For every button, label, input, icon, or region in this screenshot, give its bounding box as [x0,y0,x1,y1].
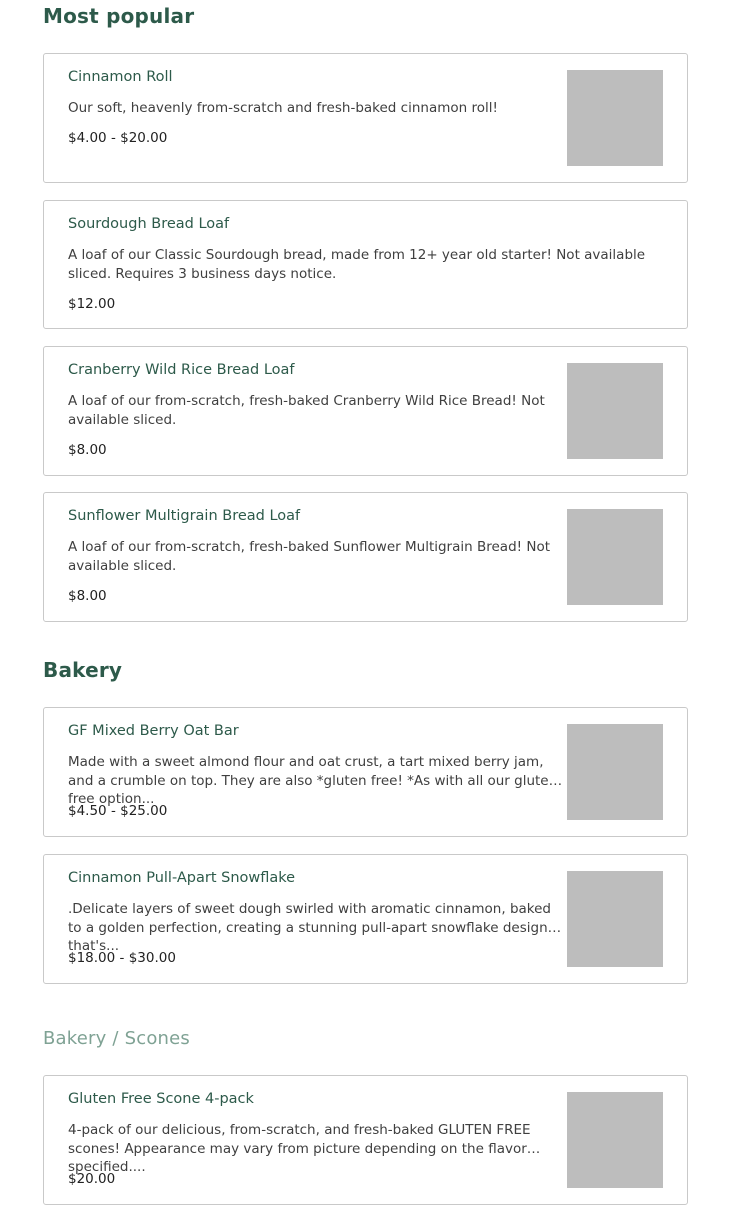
item-price: $12.00 [68,296,116,312]
item-price: $8.00 [68,588,107,604]
item-image [567,363,663,459]
menu-item-card[interactable] [43,707,688,837]
item-image [567,724,663,820]
menu-item-card[interactable] [43,854,688,984]
menu-item-card[interactable] [43,200,688,329]
section-title-bakery: Bakery [43,658,123,682]
menu-item-card[interactable] [43,53,688,183]
item-name: Cinnamon Pull-Apart Snowflake [68,870,296,886]
item-description: A loaf of our from-scratch, fresh-baked Cranberry Wild Rice Bread! Not available sliced. [68,393,545,428]
menu-item-card[interactable] [43,346,688,476]
item-price: $8.00 [68,442,107,458]
menu-item-card[interactable] [43,492,688,622]
item-price: $18.00 - $30.00 [68,950,176,966]
item-name: GF Mixed Berry Oat Bar [68,723,239,739]
item-description: .Delicate layers of sweet dough swirled with aromatic cinnamon, baked to a golden perfection, creating a stunning pull-apart snowflake design that's... [68,901,552,954]
item-name: Gluten Free Scone 4-pack [68,1091,254,1107]
item-image [567,871,663,967]
section-title-bakery-scones: Bakery / Scones [43,1028,190,1049]
item-image [567,509,663,605]
section-title-most-popular: Most popular [43,4,195,28]
item-price: $4.00 - $20.00 [68,130,168,146]
item-name: Sourdough Bread Loaf [68,216,230,232]
item-description: Our soft, heavenly from-scratch and fresh-baked cinnamon roll! [68,100,498,116]
item-name: Sunflower Multigrain Bread Loaf [68,508,301,524]
item-name: Cranberry Wild Rice Bread Loaf [68,362,295,378]
menu-item-card[interactable] [43,1075,688,1205]
item-description: Made with a sweet almond flour and oat crust, a tart mixed berry jam, and a crumble on top. They are also *gluten free! *As with all our gluten free option... [68,754,558,807]
item-name: Cinnamon Roll [68,69,173,85]
item-price: $4.50 - $25.00 [68,803,168,819]
item-description: A loaf of our from-scratch, fresh-baked Sunflower Multigrain Bread! Not available sliced. [68,539,550,574]
item-price: $20.00 [68,1171,116,1187]
item-image [567,70,663,166]
item-image [567,1092,663,1188]
item-description: A loaf of our Classic Sourdough bread, made from 12+ year old starter! Not available sliced. Requires 3 business days notice. [68,247,646,282]
item-description: 4-pack of our delicious, from-scratch, and fresh-baked GLUTEN FREE scones! Appearance may vary from picture depending on the flavor specified.... [68,1122,531,1175]
